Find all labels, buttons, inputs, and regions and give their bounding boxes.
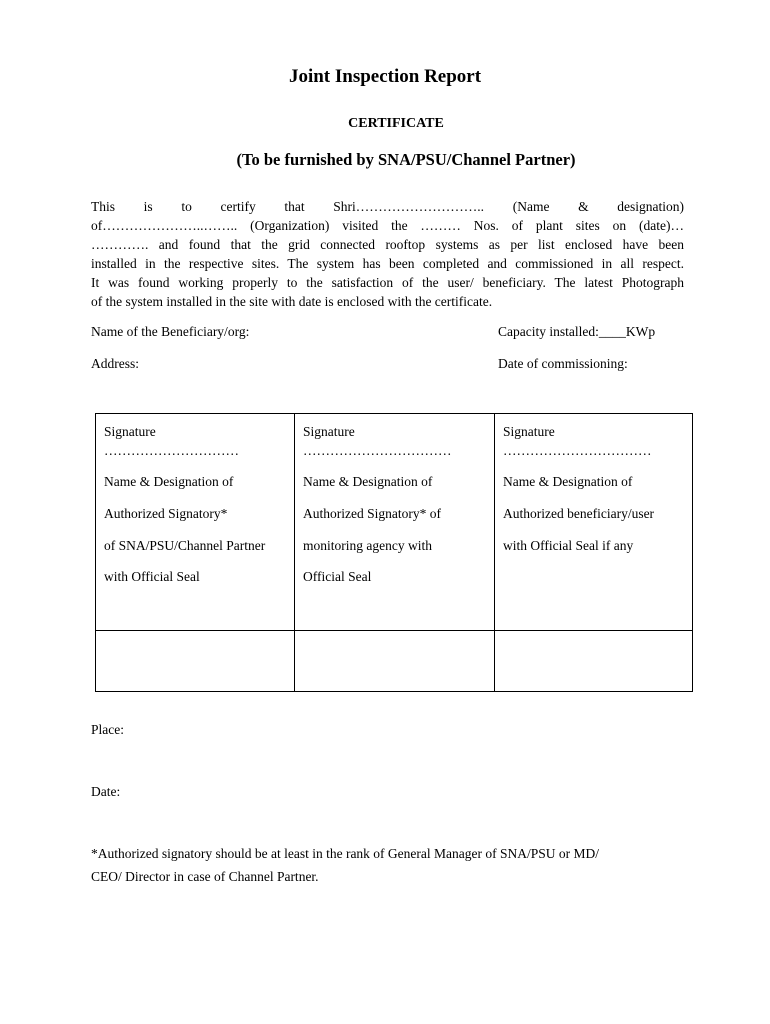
paragraph-line: …………. and found that the grid connected rooftop systems as per list enclosed have been bbox=[91, 237, 684, 252]
footnote bbox=[91, 842, 711, 888]
seal-cell-sna bbox=[96, 631, 295, 692]
signature-cell-sna bbox=[96, 414, 295, 631]
beneficiary-label: Name of the Beneficiary/org: bbox=[91, 324, 250, 339]
seal-cell-monitoring bbox=[295, 631, 495, 692]
certification-paragraph bbox=[91, 197, 684, 311]
signature-dots: ………………………… bbox=[104, 443, 239, 458]
paragraph-line: of the system installed in the site with date is enclosed with the certificate. bbox=[91, 294, 493, 309]
paragraph-line: installed in the respective sites. The system has been completed and commissioned in all respect. bbox=[91, 256, 684, 271]
cell-line: of SNA/PSU/Channel Partner bbox=[104, 538, 266, 553]
cell-line: Name & Designation of bbox=[503, 474, 633, 489]
signature-label: Signature bbox=[303, 424, 355, 439]
signature-table bbox=[95, 413, 693, 692]
seal-row bbox=[96, 631, 693, 692]
cell-line: with Official Seal bbox=[104, 569, 200, 584]
seal-cell-beneficiary bbox=[495, 631, 693, 692]
cell-line: Authorized Signatory* of bbox=[303, 506, 441, 521]
signature-label: Signature bbox=[503, 424, 555, 439]
place-label: Place: bbox=[91, 722, 124, 737]
signature-cell-monitoring bbox=[295, 414, 495, 631]
footnote-line: CEO/ Director in case of Channel Partner. bbox=[91, 869, 319, 884]
paragraph-line: This is to certify that Shri……………………….. (Name & designation) bbox=[91, 199, 684, 214]
signature-dots: …………………………… bbox=[503, 443, 652, 458]
document-title: Joint Inspection Report bbox=[288, 66, 482, 87]
cell-line: monitoring agency with bbox=[303, 538, 432, 553]
cell-line: Official Seal bbox=[303, 569, 372, 584]
signature-cell-beneficiary bbox=[495, 414, 693, 631]
signature-dots: …………………………… bbox=[303, 443, 452, 458]
furnish-note: (To be furnished by SNA/PSU/Channel Partner) bbox=[236, 150, 576, 169]
certificate-heading: CERTIFICATE bbox=[348, 116, 444, 131]
signature-row bbox=[96, 414, 693, 631]
cell-line: with Official Seal if any bbox=[503, 538, 634, 553]
commissioning-date-label: Date of commissioning: bbox=[498, 356, 628, 371]
paragraph-line: It was found working properly to the satisfaction of the user/ beneficiary. The latest Photograph bbox=[91, 275, 684, 290]
capacity-label: Capacity installed:____KWp bbox=[498, 324, 656, 339]
cell-line: Authorized Signatory* bbox=[104, 506, 228, 521]
cell-line: Name & Designation of bbox=[303, 474, 433, 489]
paragraph-line: of…………………..…….. (Organization) visited the ……… Nos. of plant sites on (date)… bbox=[91, 218, 684, 233]
signature-label: Signature bbox=[104, 424, 156, 439]
date-label: Date: bbox=[91, 784, 121, 799]
address-label: Address: bbox=[91, 356, 139, 371]
cell-line: Name & Designation of bbox=[104, 474, 234, 489]
footnote-line: *Authorized signatory should be at least in the rank of General Manager of SNA/PSU or MD/ bbox=[91, 846, 600, 861]
cell-line: Authorized beneficiary/user bbox=[503, 506, 655, 521]
